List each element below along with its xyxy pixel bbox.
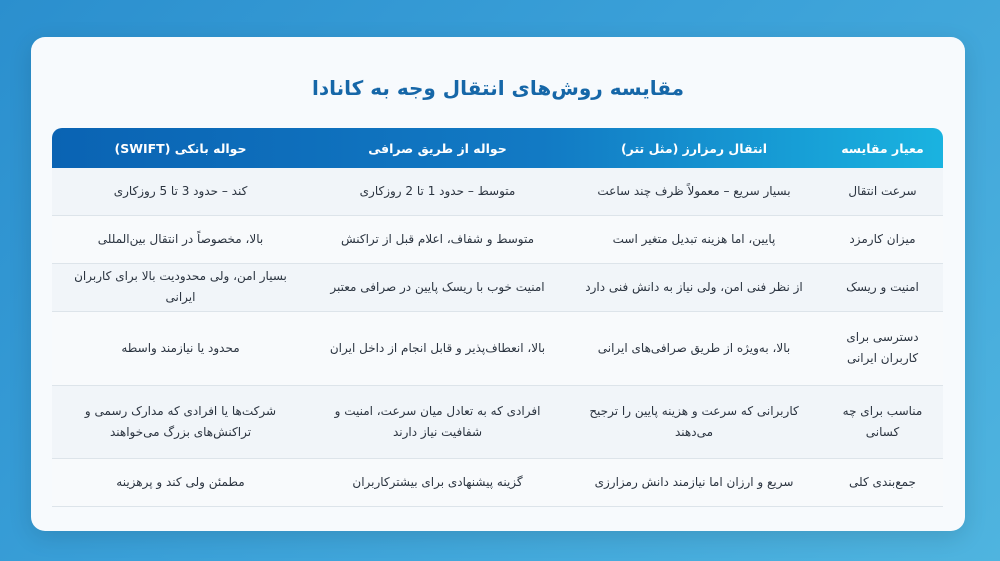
table-row [52,215,943,263]
cell-exchange: امنیت خوب با ریسک پایین در صرافی معتبر [309,263,566,311]
table-row [52,385,943,458]
header-bank: حواله بانکی (SWIFT) [114,140,247,156]
cell-crypto: پایین، اما هزینه تبدیل متغیر است [566,215,822,263]
comparison-table [52,128,943,507]
table-row [52,263,943,311]
cell-criterion: مناسب برای چه کسانی [822,385,943,458]
cell-criterion: دسترسی برای کاربران ایرانی [822,311,943,385]
table-header-row [52,128,943,168]
cell-criterion: امنیت و ریسک [822,263,943,311]
table-row [52,168,943,215]
cell-exchange: متوسط – حدود 1 تا 2 روزکاری [309,168,566,215]
cell-exchange: افرادی که به تعادل میان سرعت، امنیت و شفافیت نیاز دارند [309,385,566,458]
cell-criterion: سرعت انتقال [822,168,943,215]
cell-crypto: از نظر فنی امن، ولی نیاز به دانش فنی دارد [566,263,822,311]
cell-exchange: بالا، انعطاف‌پذیر و قابل انجام از داخل ایران [309,311,566,385]
cell-exchange: متوسط و شفاف، اعلام قبل از تراکنش [309,215,566,263]
table-row [52,458,943,506]
comparison-card [31,37,965,531]
cell-bank: بسیار امن، ولی محدودیت بالا برای کاربران ایرانی [52,263,309,311]
cell-bank: کند – حدود 3 تا 5 روزکاری [52,168,309,215]
cell-crypto: بالا، به‌ویژه از طریق صرافی‌های ایرانی [566,311,822,385]
cell-crypto: بسیار سریع – معمولاً ظرف چند ساعت [566,168,822,215]
cell-exchange: گزینه پیشنهادی برای بیشترکاربران [309,458,566,506]
cell-bank: شرکت‌ها یا افرادی که مدارک رسمی و تراکنش‌های بزرگ می‌خواهند [52,385,309,458]
header-exchange: حواله از طریق صرافی [368,140,507,156]
cell-bank: بالا، مخصوصاً در انتقال بین‌المللی [52,215,309,263]
table-row [52,311,943,385]
page-title: مقایسه روش‌های انتقال وجه به کانادا [311,76,685,100]
header-criterion: معیار مقایسه [841,140,924,156]
cell-criterion: جمع‌بندی کلی [822,458,943,506]
header-crypto: انتقال رمزارز (مثل تتر) [620,140,768,156]
cell-bank: محدود یا نیازمند واسطه [52,311,309,385]
cell-criterion: میزان کارمزد [822,215,943,263]
cell-crypto: کاربرانی که سرعت و هزینه پایین را ترجیح می‌دهند [566,385,822,458]
cell-bank: مطمئن ولی کند و پرهزینه [52,458,309,506]
cell-crypto: سریع و ارزان اما نیازمند دانش رمزارزی [566,458,822,506]
